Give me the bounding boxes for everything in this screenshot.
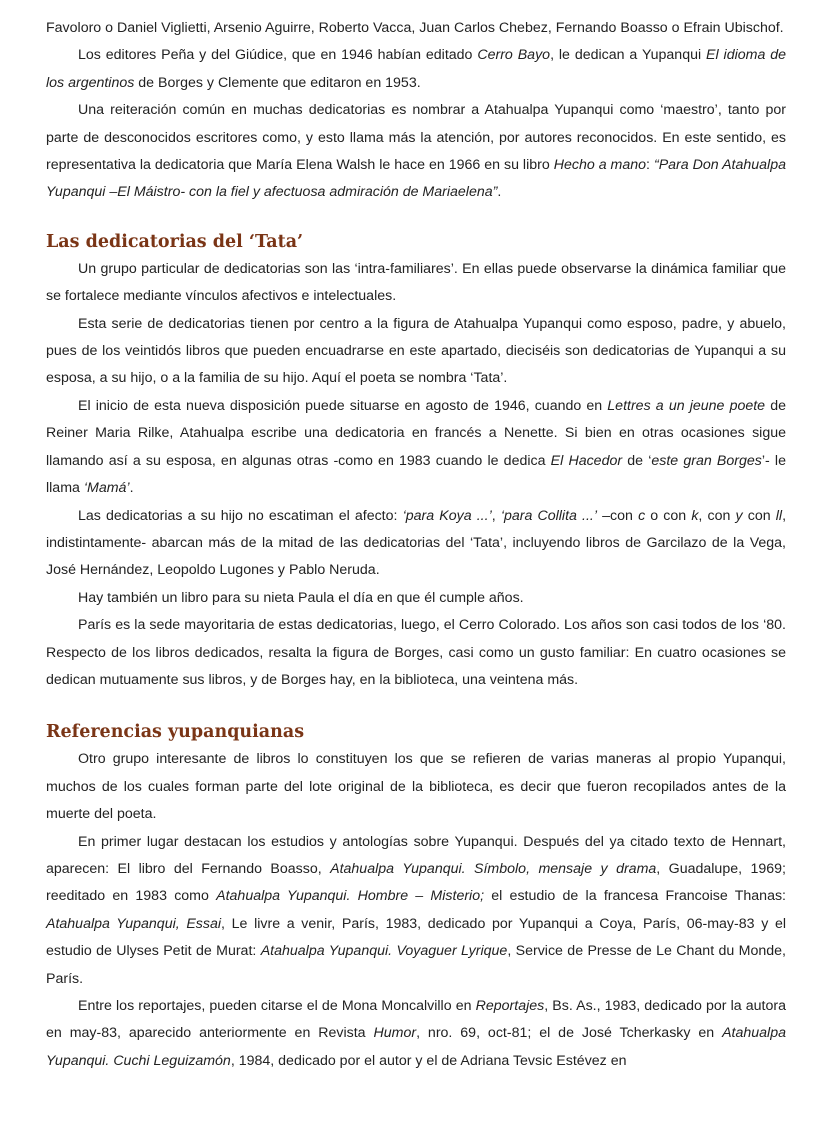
italic-run: ‘Mamá’ [83,480,130,497]
italic-run: ‘para Collita ...’ [500,507,598,524]
section-heading-referencias: Referencias yupanquianas [46,722,305,743]
referencias-paragraph: En primer lugar destacan los estudios y antologías sobre Yupanqui. Después del ya citado texto de Hennart, aparecen: El libro del Fernando Boasso, Atahualpa Yupanqui. Símbolo, mensaje y drama, Guadalupe, 1969; reeditado en 1983 como Atahualpa Yupanqui. Hombre – Misterio; el estudio de la francesa Francoise Thanas: Atahualpa Yupanqui, Essai, Le livre a venir, París, 1983, dedicado por Yupanqui a Coya, París, 06-may-83 y el estudio de Ulyses Petit de Murat: Atahualpa Yupanqui. Voyaguer Lyrique, Service de Presse de Le Chant du Monde, París. [46,833,787,987]
tata-paragraph: Un grupo particular de dedicatorias son las ‘intra-familiares’. En ellas puede observarse la dinámica familiar que se fortalece mediante vínculos afectivos e intelectuales. [46,260,786,305]
intro-paragraph-3: Una reiteración común en muchas dedicatorias es nombrar a Atahualpa Yupanqui como ‘maestro’, tanto por parte de desconocidos escritores como, y esto llama más la atención, por autores reconocidos. En este sentido, es representativa la dedicatoria que María Elena Walsh le hace en 1966 en su libro Hecho a mano: “Para Don Atahualpa Yupanqui –El Máistro- con la fiel y afectuosa admiración de Mariaelena”. [46,102,786,201]
tata-paragraph: Esta serie de dedicatorias tienen por centro a la figura de Atahualpa Yupanqui como esposo, padre, y abuelo, pues de los veintidós libros que pueden encuadrarse en este apartado, dieciséis son dedicatorias de Yupanqui a su esposa, a su hijo, o a la familia de su hijo. Aquí el poeta se nombra ‘Tata’. [46,315,786,387]
tata-paragraph: París es la sede mayoritaria de estas dedicatorias, luego, el Cerro Colorado. Los años son casi todos de los ‘80. Respecto de los libros dedicados, resalta la figura de Borges, casi como un gusto familiar: En cuatro ocasiones se dedican mutuamente sus libros, y de Borges hay, en la biblioteca, una veintena más. [46,617,786,688]
italic-run: ‘para Koya ...’ [402,507,492,524]
italic-run: Atahualpa Yupanqui. Voyaguer Lyrique [260,943,508,960]
italic-run: y [735,507,743,524]
italic-run: Hecho a mano [553,157,647,174]
italic-run: Cerro Bayo [477,47,551,64]
italic-run: Lettres a un jeune poete [607,397,766,414]
italic-run: este gran Borges [651,452,762,469]
intro-paragraph-1: Favoloro o Daniel Viglietti, Arsenio Aguirre, Roberto Vacca, Juan Carlos Chebez, Fernando Boasso o Efrain Ubischof. [46,20,784,36]
referencias-paragraph: Entre los reportajes, pueden citarse el de Mona Moncalvillo en Reportajes, Bs. As., 1983, dedicado por la autora en may-83, aparecido anteriormente en Revista Humor, nro. 69, oct-81; el de José Tcherkasky en Atahualpa Yupanqui. Cuchi Leguizamón, 1984, dedicado por el autor y el de Adriana Tevsic Estévez en [46,998,786,1069]
italic-run: ll [775,507,783,524]
tata-paragraph: Hay también un libro para su nieta Paula el día en que él cumple años. [78,589,524,606]
italic-run: Atahualpa Yupanqui. Hombre – Misterio; [216,888,485,905]
italic-run: Atahualpa Yupanqui, Essai [46,915,222,932]
italic-run: “Para Don Atahualpa Yupanqui –El Máistro- con la fiel y afectuosa admiración de Mariaelena” [46,157,786,201]
italic-run: c [638,507,646,524]
tata-paragraph: El inicio de esta nueva disposición puede situarse en agosto de 1946, cuando en Lettres a un jeune poete de Reiner Maria Rilke, Atahualpa escribe una dedicatoria en francés a Nenette. Si bien en otras ocasiones sigue llamando así a su esposa, en algunas otras -como en 1983 cuando le dedica El Hacedor de ‘este gran Borges’- le llama ‘Mamá’. [46,397,786,497]
italic-run: Reportajes [475,998,545,1014]
italic-run: El Hacedor [550,452,623,469]
italic-run: Humor [373,1025,417,1042]
referencias-paragraph: Otro grupo interesante de libros lo constituyen los que se refieren de varias maneras al propio Yupanqui, muchos de los cuales forman parte del lote original de la biblioteca, es decir que fueron recopilados antes de la muerte del poeta. [46,751,786,823]
italic-run: k [691,507,699,524]
intro-paragraph-2: Los editores Peña y del Giúdice, que en 1946 habían editado Cerro Bayo, le dedican a Yupanqui El idioma de los argentinos de Borges y Clemente que editaron en 1953. [46,47,787,91]
italic-run: Atahualpa Yupanqui. Símbolo, mensaje y drama [330,860,657,877]
italic-run: El idioma de los argentinos [46,47,787,91]
tata-paragraph: Las dedicatorias a su hijo no escatiman el afecto: ‘para Koya ...’, ‘para Collita ...’ –con c o con k, con y con ll, indistintamente- abarcan más de la mitad de las dedicatorias del ‘Tata’, incluyendo libros de Garcilazo de la Vega, José Hernández, Leopoldo Lugones y Pablo Neruda. [46,507,787,579]
italic-run: Atahualpa Yupanqui. Cuchi Leguizamón [46,1025,786,1069]
section-heading-tata: Las dedicatorias del ‘Tata’ [46,231,304,252]
